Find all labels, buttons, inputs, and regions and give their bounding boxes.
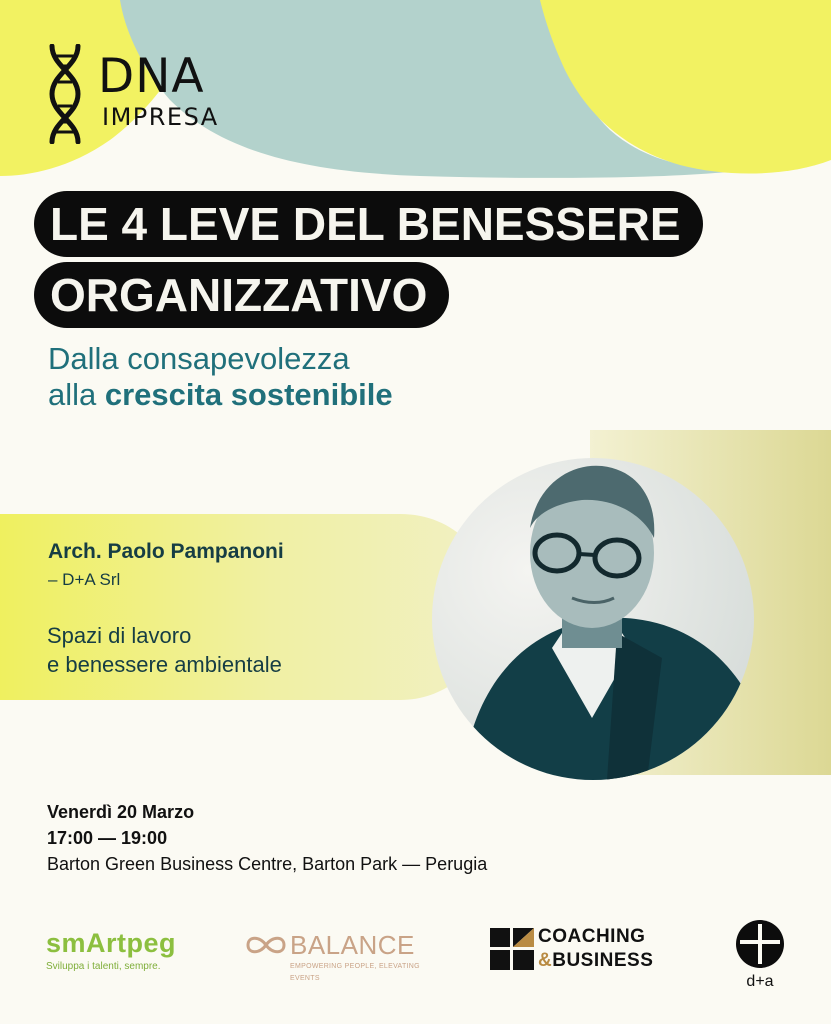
balance-logo xyxy=(244,929,424,982)
logo-wordmark: DNA xyxy=(98,49,205,104)
title-line-2: ORGANIZZATIVO xyxy=(34,262,449,328)
speaker-portrait xyxy=(432,458,754,780)
da-logo xyxy=(734,920,786,992)
coaching-ampersand: & xyxy=(538,950,553,971)
event-place: Barton Green Business Centre, Barton Park — Perugia xyxy=(47,854,488,874)
subtitle-line-1: Dalla consapevolezza xyxy=(48,341,350,376)
da-wordmark: d+a xyxy=(746,973,774,990)
infinity-icon xyxy=(244,933,288,957)
dna-impresa-logo xyxy=(44,44,244,148)
balance-wordmark: BALANCE xyxy=(290,930,415,960)
speaker-topic xyxy=(47,621,282,679)
subtitle-prefix: alla xyxy=(48,377,105,412)
coaching-squares-icon xyxy=(490,928,534,970)
smartpeg-wordmark: smArtpeg xyxy=(46,928,177,958)
speaker-photo xyxy=(432,458,754,780)
topic-line-1: Spazi di lavoro xyxy=(47,623,192,648)
title-line-1: LE 4 LEVE DEL BENESSERE xyxy=(34,191,703,257)
coaching-business-logo xyxy=(490,926,660,972)
subtitle-line-2 xyxy=(48,377,393,413)
balance-tagline: EMPOWERING PEOPLE, ELEVATING EVENTS xyxy=(290,963,420,982)
smartpeg-tagline: Sviluppa i talenti, sempre. xyxy=(46,961,161,972)
event-date: Venerdì 20 Marzo xyxy=(47,802,195,822)
subtitle xyxy=(48,341,393,413)
logo-subtitle: IMPRESA xyxy=(102,103,219,131)
coaching-line-1: COACHING xyxy=(538,926,646,947)
coaching-line-2 xyxy=(538,950,653,972)
plus-circle-icon xyxy=(736,920,784,968)
smartpeg-logo xyxy=(46,926,206,976)
event-time: 17:00 — 19:00 xyxy=(47,828,168,848)
coaching-business-word: BUSINESS xyxy=(552,950,654,971)
speaker-company: – D+A Srl xyxy=(48,570,121,589)
speaker-name: Arch. Paolo Pampanoni xyxy=(48,540,284,563)
subtitle-highlight: crescita sostenibile xyxy=(104,377,393,412)
topic-line-2: e benessere ambientale xyxy=(47,652,282,677)
dna-helix-icon xyxy=(44,44,86,144)
